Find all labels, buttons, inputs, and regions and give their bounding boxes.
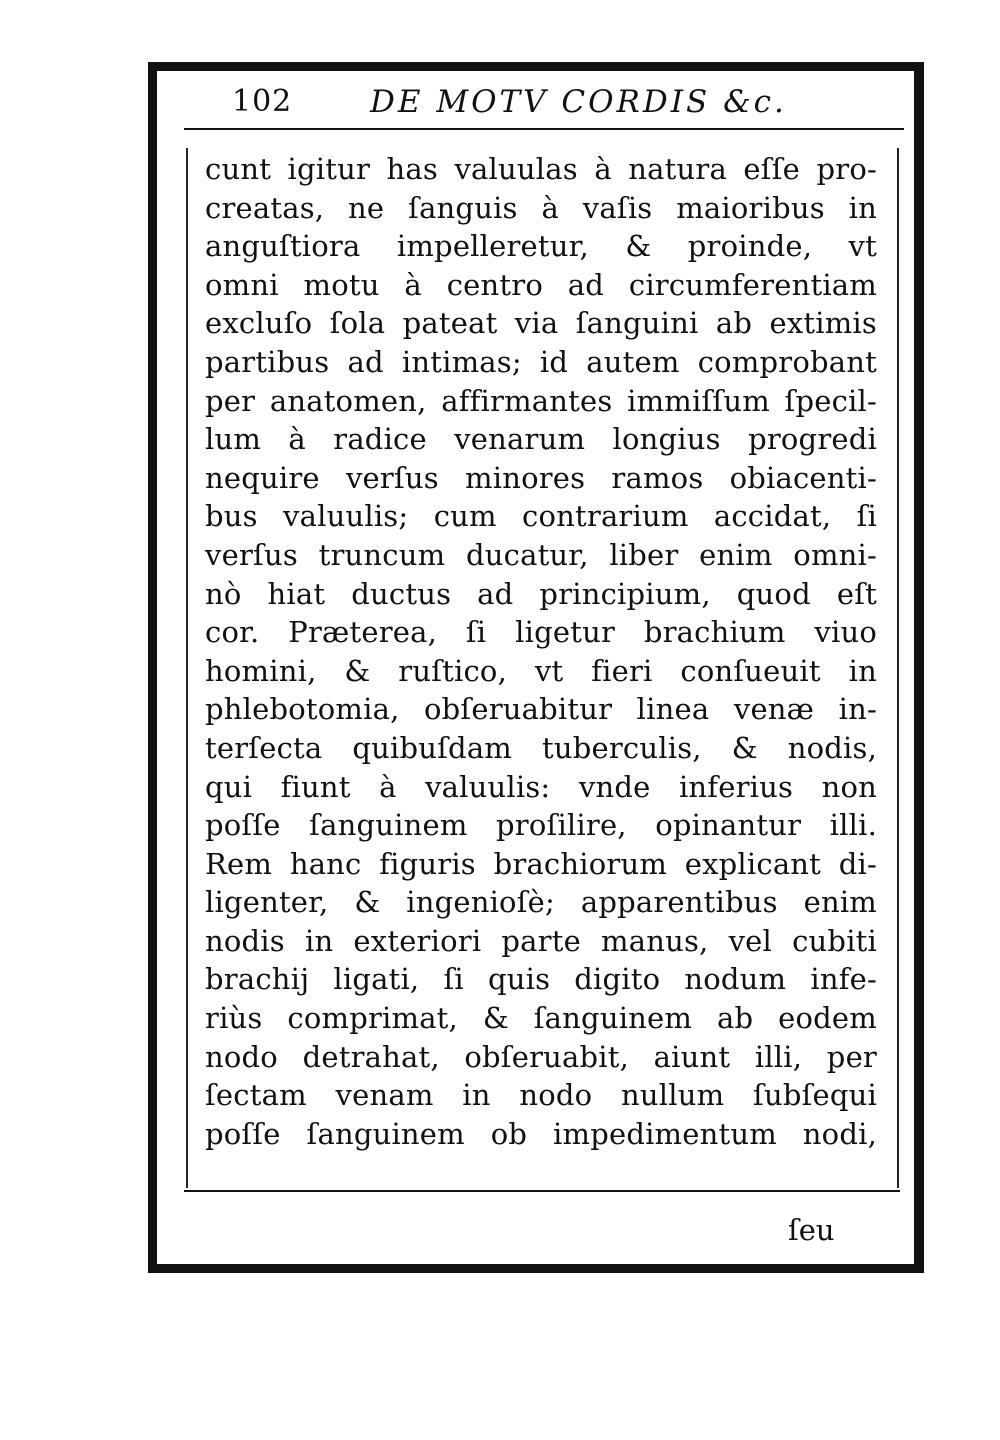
text-line: qui fiunt à valuulis: vnde inferius non (205, 769, 877, 804)
text-line: bus valuulis; cum contrarium accidat, ſi (205, 499, 877, 534)
text-line: cor. Præterea, ſi ligetur brachium viuo (205, 615, 877, 650)
running-head (180, 80, 900, 124)
text-line: omni motu à centro ad circumferentiam (205, 267, 877, 302)
outer-rule-top (148, 62, 924, 71)
text-line: nodis in exteriori parte manus, vel cubiti (205, 923, 877, 958)
body-text (205, 150, 877, 1153)
text-line: nò hiat ductus ad principium, quod eſt (205, 576, 877, 611)
text-line: verſus truncum ducatur, liber enim omni- (205, 537, 877, 572)
catchword: ſeu (788, 1213, 835, 1247)
text-line: Rem hanc figuris brachiorum explicant di- (205, 846, 877, 881)
text-line: terſecta quibuſdam tuberculis, & nodis, (205, 730, 877, 765)
text-line: poſſe ſanguinem proſilire, opinantur illi. (205, 808, 877, 843)
page-number: 102 (232, 84, 293, 119)
text-line: poſſe ſanguinem ob impedimentum nodi, (205, 1116, 877, 1151)
text-line: anguſtiora impelleretur, & proinde, vt (205, 229, 877, 264)
text-line: nequire verſus minores ramos obiacenti- (205, 460, 877, 495)
text-line: creatas, ne ſanguis à vaſis maioribus in (205, 190, 877, 225)
text-line: phlebotomia, obſeruabitur linea venæ in- (205, 692, 877, 727)
running-title: DE MOTV CORDIS &c. (370, 84, 787, 120)
text-line: nodo detrahat, obſeruabit, aiunt illi, per (205, 1039, 877, 1074)
text-line: riùs comprimat, & ſanguinem ab eodem (205, 1001, 877, 1036)
header-rule (184, 128, 904, 130)
text-frame-right (897, 148, 899, 1188)
text-line: excluſo ſola pateat via ſanguini ab extimis (205, 306, 877, 341)
text-line: lum à radice venarum longius progredi (205, 422, 877, 457)
text-frame-bottom (184, 1190, 900, 1192)
text-line: partibus ad intimas; id autem comprobant (205, 344, 877, 379)
text-line: brachij ligati, ſi quis digito nodum infe- (205, 962, 877, 997)
outer-rule-left (148, 62, 157, 1272)
text-line: homini, & ruſtico, vt fieri conſueuit in (205, 653, 877, 688)
text-line: ſectam venam in nodo nullum ſubſequi (205, 1078, 877, 1113)
outer-rule-right (914, 62, 924, 1272)
text-line: ligenter, & ingenioſè; apparentibus enim (205, 885, 877, 920)
text-frame-left (186, 148, 188, 1188)
outer-rule-bottom (148, 1264, 924, 1273)
text-line: cunt igitur has valuulas à natura eſſe pro- (205, 152, 877, 186)
text-line: per anatomen, affirmantes immiſſum ſpecil- (205, 383, 877, 418)
